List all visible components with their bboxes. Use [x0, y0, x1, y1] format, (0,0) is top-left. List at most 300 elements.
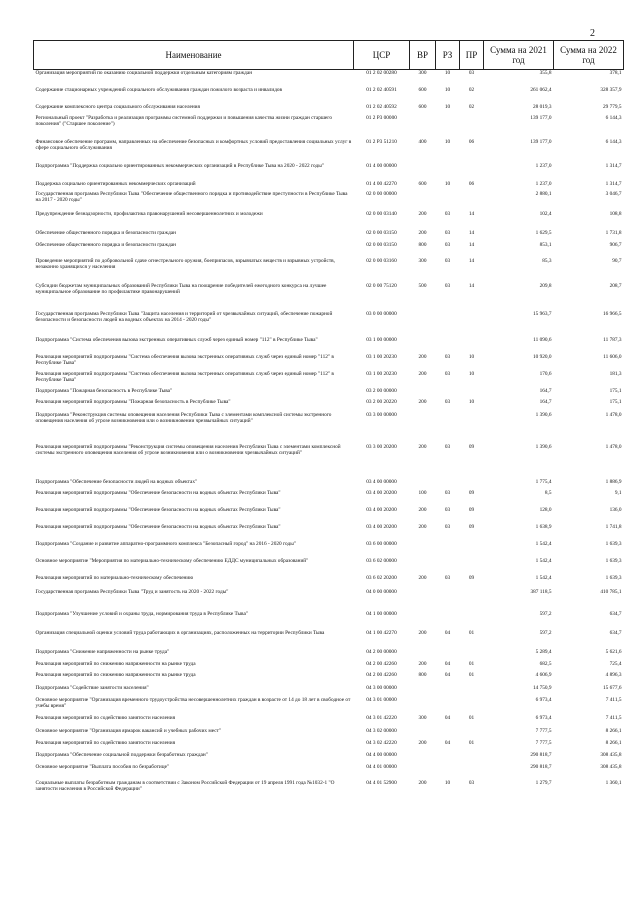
- row-sum-2022: 1 639,3: [605, 540, 622, 547]
- row-pr: [460, 337, 484, 354]
- row-csr: 03 1 00 00000: [366, 336, 397, 343]
- row-sum-2021: 14 750,9: [532, 684, 552, 691]
- row-sum-2021: 1 638,9: [535, 523, 552, 530]
- row-name: Подпрограмма "Создание и развитие аппаратно-программного комплекса "Безопасный город" на 2016 - 2020 годы": [35, 540, 296, 547]
- row-rz: [436, 685, 460, 697]
- row-pr: [460, 541, 484, 558]
- table-row: [34, 311, 624, 337]
- row-csr: 03 4 00 20200: [366, 506, 397, 513]
- row-rz: [436, 752, 460, 764]
- budget-table: [33, 40, 624, 804]
- row-csr: 04 3 01 42220: [366, 714, 397, 721]
- row-vr: [410, 649, 436, 661]
- table-row: [34, 181, 624, 191]
- row-csr: 04 1 00 42270: [366, 629, 397, 636]
- row-name: Реализация мероприятий по содействию занятости населения: [35, 739, 176, 746]
- row-sum-2021: 682,5: [539, 660, 552, 667]
- row-vr: [410, 752, 436, 764]
- row-csr: 04 4 00 00000: [366, 751, 397, 758]
- row-sum-2021: 6 973,4: [535, 714, 552, 721]
- table-row: [34, 697, 624, 715]
- row-sum-2022: 1 886,9: [605, 478, 622, 485]
- row-rz: 03: [444, 210, 451, 217]
- table-row: [34, 740, 624, 752]
- row-pr: 01: [468, 660, 475, 667]
- table-row: [34, 611, 624, 630]
- row-sum-2022: 16 966,5: [602, 310, 622, 317]
- table-row: [34, 444, 624, 479]
- row-vr: 200: [418, 629, 427, 636]
- row-rz: 03: [444, 506, 451, 513]
- row-sum-2021: 15 963,7: [532, 310, 552, 317]
- row-sum-2021: 1 542,4: [535, 574, 552, 581]
- row-csr: 04 3 01 00000: [366, 696, 397, 703]
- header-vr: ВР: [410, 41, 436, 70]
- row-csr: 01 4 00 00000: [366, 162, 397, 169]
- header-name: Наименование: [34, 41, 354, 70]
- row-sum-2021: 853,1: [539, 241, 552, 248]
- row-name: Реализация мероприятий подпрограммы "Система обеспечения вызова экстренных оперативных служб через единый номер "112" в Республике Тыва": [35, 370, 334, 384]
- row-vr: 200: [418, 370, 427, 377]
- table-row: [34, 337, 624, 354]
- row-csr: 04 2 00 42260: [366, 660, 397, 667]
- row-sum-2022: 9,1: [614, 489, 622, 496]
- row-rz: 03: [444, 282, 451, 289]
- table-row: [34, 87, 624, 104]
- row-sum-2021: 10 920,0: [532, 353, 552, 360]
- row-csr: 03 0 00 00000: [366, 310, 397, 317]
- row-vr: 200: [418, 229, 427, 236]
- row-csr: 02 0 00 03150: [366, 241, 397, 248]
- row-vr: [410, 589, 436, 611]
- row-vr: [410, 115, 436, 139]
- table-row: [34, 163, 624, 181]
- row-sum-2022: 175,1: [609, 398, 622, 405]
- row-sum-2022: 108,8: [609, 210, 622, 217]
- row-pr: 01: [468, 739, 475, 746]
- row-rz: 10: [444, 180, 451, 187]
- row-csr: 03 2 00 20220: [366, 398, 397, 405]
- row-rz: 04: [444, 739, 451, 746]
- table-row: [34, 507, 624, 524]
- row-sum-2021: 85,3: [542, 257, 552, 264]
- row-rz: 04: [444, 671, 451, 678]
- row-sum-2022: 181,3: [609, 370, 622, 377]
- row-name: Организация специальной оценки условий труда работающих в организациях, расположенных на территории Республики Тыва: [35, 629, 325, 636]
- table-row: [34, 388, 624, 399]
- row-sum-2022: 8 266,1: [605, 727, 622, 734]
- row-sum-2022: 15 677,6: [602, 684, 622, 691]
- table-body: [34, 70, 624, 804]
- row-name: Реализация мероприятий подпрограммы "Обеспечение безопасности на водных объектах Республики Тыва": [35, 506, 281, 513]
- row-vr: [410, 685, 436, 697]
- row-csr: 03 6 00 00000: [366, 540, 397, 547]
- row-csr: 03 4 00 00000: [366, 478, 397, 485]
- row-sum-2021: 1 629,5: [535, 229, 552, 236]
- row-sum-2022: 3 046,7: [605, 190, 622, 197]
- row-pr: [460, 412, 484, 444]
- table-row: [34, 412, 624, 444]
- header-sum-2022: Сумма на 2022 год: [554, 41, 624, 70]
- table-row: [34, 672, 624, 685]
- row-vr: 500: [418, 282, 427, 289]
- row-pr: [460, 697, 484, 715]
- table-row: [34, 242, 624, 258]
- row-name: Государственная программа Республики Тыва "Труд и занятость на 2020 - 2022 годы": [35, 588, 229, 595]
- row-name: Реализация мероприятий по снижению напряженности на рынке труда: [35, 671, 196, 678]
- row-csr: 04 3 02 00000: [366, 727, 397, 734]
- row-pr: [460, 752, 484, 764]
- row-sum-2021: 139 177,0: [530, 138, 552, 145]
- row-sum-2021: 1 237,0: [535, 162, 552, 169]
- row-sum-2022: 7 411,5: [605, 714, 622, 721]
- header-rz: РЗ: [436, 41, 460, 70]
- row-name: Субсидии бюджетам муниципальных образований Республики Тыва на поощрение победителей ежегодного конкурса на лучшее муниципальное образование по профилактике правонарушений: [35, 282, 327, 296]
- row-sum-2022: 1 478,0: [605, 411, 622, 418]
- row-sum-2022: 1 639,3: [605, 574, 622, 581]
- row-name: Поддержка социально ориентированных некоммерческих организаций: [35, 180, 196, 187]
- row-name: Обеспечение общественного порядка и безопасности граждан: [35, 241, 176, 248]
- row-rz: [436, 697, 460, 715]
- row-rz: 10: [444, 103, 451, 110]
- row-sum-2022: 1 639,3: [605, 557, 622, 564]
- row-pr: [460, 479, 484, 490]
- row-csr: 03 1 00 20230: [366, 353, 397, 360]
- row-rz: 03: [444, 398, 451, 405]
- row-csr: 03 4 00 20200: [366, 523, 397, 530]
- row-rz: [436, 115, 460, 139]
- row-name: Реализация мероприятий по снижению напряженности на рынке труда: [35, 660, 196, 667]
- row-vr: 200: [418, 523, 427, 530]
- row-csr: 04 4 01 00000: [366, 763, 397, 770]
- row-name: Государственная программа Республики Тыва "Защита населения и территорий от чрезвычайных ситуаций, обеспечение пожарной безопасности и безопасности людей на водных объектах на 2014 - 2020 годы": [35, 310, 333, 324]
- row-rz: 04: [444, 629, 451, 636]
- header-sum-2021: Сумма на 2021 год: [484, 41, 554, 70]
- row-vr: 200: [418, 574, 427, 581]
- row-pr: 10: [468, 370, 475, 377]
- row-pr: 03: [468, 779, 475, 786]
- table-row: [34, 558, 624, 575]
- row-pr: 14: [468, 210, 475, 217]
- row-pr: 01: [468, 629, 475, 636]
- row-sum-2021: 290 818,7: [530, 751, 552, 758]
- row-vr: [410, 388, 436, 399]
- row-pr: [460, 728, 484, 740]
- row-sum-2021: 261 062,4: [530, 86, 552, 93]
- row-vr: [410, 479, 436, 490]
- row-sum-2021: 597,2: [539, 629, 552, 636]
- row-sum-2021: 1 542,4: [535, 540, 552, 547]
- row-csr: 04 3 02 42220: [366, 739, 397, 746]
- row-name: Предупреждение безнадзорности, профилактика правонарушений несовершеннолетних и молодежи: [35, 210, 263, 217]
- row-pr: [460, 115, 484, 139]
- row-sum-2021: 7 777,5: [535, 739, 552, 746]
- row-vr: 200: [418, 443, 427, 450]
- row-rz: 03: [444, 353, 451, 360]
- header-pr: ПР: [460, 41, 484, 70]
- row-name: Обеспечение общественного порядка и безопасности граждан: [35, 229, 176, 236]
- row-sum-2022: 136,0: [609, 506, 622, 513]
- row-rz: [436, 412, 460, 444]
- row-sum-2021: 355,8: [539, 70, 552, 76]
- row-name: Подпрограмма "Система обеспечения вызова экстренных оперативных служб через единый номер "112" в Республике Тыва": [35, 336, 318, 343]
- row-pr: [460, 764, 484, 780]
- row-vr: 300: [418, 257, 427, 264]
- row-vr: 300: [418, 70, 427, 76]
- header-csr: ЦСР: [354, 41, 410, 70]
- row-sum-2022: 29 779,5: [602, 103, 622, 110]
- row-pr: 09: [468, 443, 475, 450]
- row-name: Финансовое обеспечение программ, направленных на обеспечение безопасных и комфортных условий предоставления социальных услуг в сфере социального обслуживания: [35, 138, 352, 152]
- row-pr: 09: [468, 506, 475, 513]
- row-name: Реализация мероприятий подпрограммы "Обеспечение безопасности на водных объектах Республики Тыва": [35, 523, 281, 530]
- row-sum-2022: 7 411,5: [605, 696, 622, 703]
- row-rz: 10: [444, 86, 451, 93]
- row-rz: [436, 191, 460, 211]
- row-pr: 14: [468, 241, 475, 248]
- row-sum-2022: 308 435,8: [600, 751, 622, 758]
- row-vr: [410, 764, 436, 780]
- row-csr: 04 2 00 00000: [366, 648, 397, 655]
- row-rz: 03: [444, 241, 451, 248]
- row-rz: 03: [444, 229, 451, 236]
- row-rz: 03: [444, 574, 451, 581]
- row-sum-2021: 11 090,6: [533, 336, 552, 343]
- row-sum-2022: 4 896,3: [605, 671, 622, 678]
- row-sum-2022: 11 606,0: [603, 353, 622, 360]
- row-sum-2021: 164,7: [539, 387, 552, 394]
- row-sum-2021: 1 542,4: [535, 557, 552, 564]
- row-csr: 04 3 00 00000: [366, 684, 397, 691]
- table-row: [34, 649, 624, 661]
- row-sum-2022: 1 478,0: [605, 443, 622, 450]
- row-pr: 03: [468, 70, 475, 76]
- row-vr: [410, 163, 436, 181]
- row-sum-2021: 5 289,4: [535, 648, 552, 655]
- row-pr: [460, 685, 484, 697]
- row-pr: 14: [468, 229, 475, 236]
- row-vr: [410, 311, 436, 337]
- table-row: [34, 399, 624, 412]
- row-sum-2022: 725,4: [609, 660, 622, 667]
- row-rz: [436, 337, 460, 354]
- row-sum-2022: 90,7: [612, 257, 622, 264]
- row-sum-2021: 387 118,5: [530, 588, 552, 595]
- row-csr: 04 0 00 00000: [366, 588, 397, 595]
- row-pr: 01: [468, 714, 475, 721]
- row-vr: 200: [418, 660, 427, 667]
- row-name: Реализация мероприятий подпрограммы "Реконструкция системы оповещения населения Республики Тыва с элементами комплексной системы экстренного оповещения населения об угрозе возникновения или о возникновении чрезвычайных ситуаций": [35, 443, 341, 457]
- row-sum-2022: 208,7: [609, 282, 622, 289]
- table-row: [34, 479, 624, 490]
- row-pr: [460, 163, 484, 181]
- row-sum-2022: 1 314,7: [605, 180, 622, 187]
- row-sum-2021: 170,6: [539, 370, 552, 377]
- row-pr: 14: [468, 282, 475, 289]
- row-sum-2022: 11 787,3: [603, 336, 622, 343]
- row-name: Реализация мероприятий по содействию занятости населения: [35, 714, 176, 721]
- row-vr: 100: [418, 489, 427, 496]
- row-sum-2022: 328 357,9: [600, 86, 622, 93]
- row-vr: 200: [418, 506, 427, 513]
- row-sum-2022: 906,7: [609, 241, 622, 248]
- row-sum-2021: 102,4: [539, 210, 552, 217]
- row-vr: [410, 541, 436, 558]
- row-pr: 10: [468, 398, 475, 405]
- page-number: 2: [590, 28, 595, 39]
- row-sum-2021: 1 775,4: [535, 478, 552, 485]
- row-csr: 02 0 00 00000: [366, 190, 397, 197]
- table-row: [34, 70, 624, 87]
- row-name: Основное мероприятие "Организация временного трудоустройства несовершеннолетних граждан в возрасте от 14 до 18 лет в свободное от учебы время": [35, 696, 351, 710]
- row-rz: 04: [444, 714, 451, 721]
- row-sum-2022: 634,7: [609, 629, 622, 636]
- row-pr: 01: [468, 671, 475, 678]
- table-row: [34, 764, 624, 780]
- row-pr: [460, 191, 484, 211]
- row-sum-2021: 8,5: [544, 489, 552, 496]
- row-vr: 300: [418, 714, 427, 721]
- row-sum-2021: 1 279,7: [535, 779, 552, 786]
- table-row: [34, 685, 624, 697]
- row-csr: 03 6 02 00000: [366, 557, 397, 564]
- row-name: Подпрограмма "Пожарная безопасность в Республике Тыва": [35, 387, 173, 394]
- row-csr: 01 2 P3 51210: [366, 138, 397, 145]
- row-sum-2022: 1 360,1: [605, 779, 622, 786]
- row-sum-2021: 164,7: [539, 398, 552, 405]
- row-csr: 02 0 00 03140: [366, 210, 397, 217]
- table-row: [34, 371, 624, 388]
- row-vr: 400: [418, 138, 427, 145]
- row-sum-2021: 1 237,0: [535, 180, 552, 187]
- table-row: [34, 630, 624, 649]
- row-vr: 200: [418, 353, 427, 360]
- table-row: [34, 715, 624, 728]
- row-rz: [436, 649, 460, 661]
- row-sum-2021: 597,2: [539, 610, 552, 617]
- row-vr: 600: [418, 103, 427, 110]
- table-row: [34, 211, 624, 230]
- row-csr: 03 2 00 00000: [366, 387, 397, 394]
- row-vr: 200: [418, 398, 427, 405]
- row-name: Подпрограмма "Содействие занятости населения": [35, 684, 149, 691]
- row-name: Содержание комплексного центра социального обслуживания населения: [35, 103, 200, 110]
- row-vr: 600: [418, 86, 427, 93]
- row-sum-2021: 4 606,9: [535, 671, 552, 678]
- row-pr: 06: [468, 180, 475, 187]
- row-sum-2022: 5 621,6: [605, 648, 622, 655]
- table-header-row: [34, 41, 624, 70]
- row-pr: 10: [468, 353, 475, 360]
- table-row: [34, 752, 624, 764]
- row-sum-2021: 1 390,6: [535, 443, 552, 450]
- row-name: Подпрограмма "Обеспечение безопасности людей на водных объектах": [35, 478, 198, 485]
- row-sum-2021: 28 019,3: [532, 103, 552, 110]
- row-rz: 10: [444, 779, 451, 786]
- row-rz: [436, 311, 460, 337]
- row-rz: 10: [444, 138, 451, 145]
- row-csr: 04 1 00 00000: [366, 610, 397, 617]
- row-vr: [410, 337, 436, 354]
- row-rz: 03: [444, 443, 451, 450]
- row-sum-2021: 7 777,5: [535, 727, 552, 734]
- row-pr: 06: [468, 138, 475, 145]
- row-sum-2022: 308 435,8: [600, 763, 622, 770]
- row-rz: 03: [444, 489, 451, 496]
- row-name: Подпрограмма "Реконструкция системы оповещения населения Республики Тыва с элементами комплексной системы экстренного оповещения населения об угрозе возникновения или о возникновении чрезвычайных ситуаций": [35, 411, 332, 425]
- row-csr: 02 0 00 03150: [366, 229, 397, 236]
- row-csr: 04 4 01 52900: [366, 779, 397, 786]
- row-pr: [460, 589, 484, 611]
- table-row: [34, 258, 624, 283]
- table-row: [34, 524, 624, 541]
- row-sum-2021: 6 973,4: [535, 696, 552, 703]
- table-row: [34, 780, 624, 804]
- table-row: [34, 354, 624, 371]
- row-csr: 01 2 02 40591: [366, 86, 397, 93]
- row-name: Реализация мероприятий подпрограммы "Система обеспечения вызова экстренных оперативных служб через единый номер "112" в Республике Тыва": [35, 353, 334, 367]
- row-pr: [460, 558, 484, 575]
- row-pr: 02: [468, 103, 475, 110]
- row-pr: 14: [468, 257, 475, 264]
- row-pr: [460, 311, 484, 337]
- row-csr: 03 1 00 20230: [366, 370, 397, 377]
- row-vr: 800: [418, 671, 427, 678]
- row-name: Региональный проект "Разработка и реализация программы системной поддержки и повышения качества жизни граждан старшего поколения" ("Старшее поколение"): [35, 114, 332, 128]
- row-pr: 09: [468, 523, 475, 530]
- table-row: [34, 589, 624, 611]
- row-csr: 02 0 00 75120: [366, 282, 397, 289]
- row-vr: [410, 728, 436, 740]
- row-rz: [436, 163, 460, 181]
- row-vr: [410, 412, 436, 444]
- row-vr: [410, 697, 436, 715]
- row-rz: 03: [444, 257, 451, 264]
- row-rz: [436, 479, 460, 490]
- table-row: [34, 191, 624, 211]
- row-name: Подпрограмма "Обеспечение социальной поддержки безработных граждан": [35, 751, 208, 758]
- row-csr: 03 3 00 20200: [366, 443, 397, 450]
- row-sum-2022: 410 785,1: [600, 588, 622, 595]
- row-pr: 09: [468, 489, 475, 496]
- table-row: [34, 115, 624, 139]
- row-pr: [460, 388, 484, 399]
- row-name: Подпрограмма "Поддержка социально ориентированных некоммерческих организаций в Республике Тыва на 2020 - 2022 годы": [35, 162, 324, 169]
- row-name: Подпрограмма "Улучшение условий и охраны труда, нормирования труда в Республике Тыва": [35, 610, 248, 617]
- row-csr: 01 4 00 42270: [366, 180, 397, 187]
- row-name: Содержание стационарных учреждений социального обслуживания граждан пожилого возраста и инвалидов: [35, 86, 283, 93]
- row-vr: [410, 191, 436, 211]
- row-csr: 02 0 00 03160: [366, 257, 397, 264]
- row-rz: [436, 541, 460, 558]
- row-sum-2021: 1 390,6: [535, 411, 552, 418]
- row-sum-2021: 209,8: [539, 282, 552, 289]
- table-row: [34, 283, 624, 311]
- row-csr: 01 2 02 00280: [366, 70, 397, 76]
- row-csr: 03 6 02 20200: [366, 574, 397, 581]
- row-sum-2022: 1 731,8: [605, 229, 622, 236]
- row-sum-2022: 175,1: [609, 387, 622, 394]
- table-row: [34, 728, 624, 740]
- row-name: Государственная программа Республики Тыва "Обеспечение общественного порядка и противодействие преступности в Республике Тыва на 2017 - 2020 годы": [35, 190, 348, 204]
- row-sum-2022: 1 314,7: [605, 162, 622, 169]
- table-row: [34, 661, 624, 672]
- row-rz: [436, 558, 460, 575]
- row-sum-2022: 1 741,8: [605, 523, 622, 530]
- row-rz: 04: [444, 660, 451, 667]
- row-sum-2022: 6 144,3: [605, 138, 622, 145]
- row-vr: 800: [418, 241, 427, 248]
